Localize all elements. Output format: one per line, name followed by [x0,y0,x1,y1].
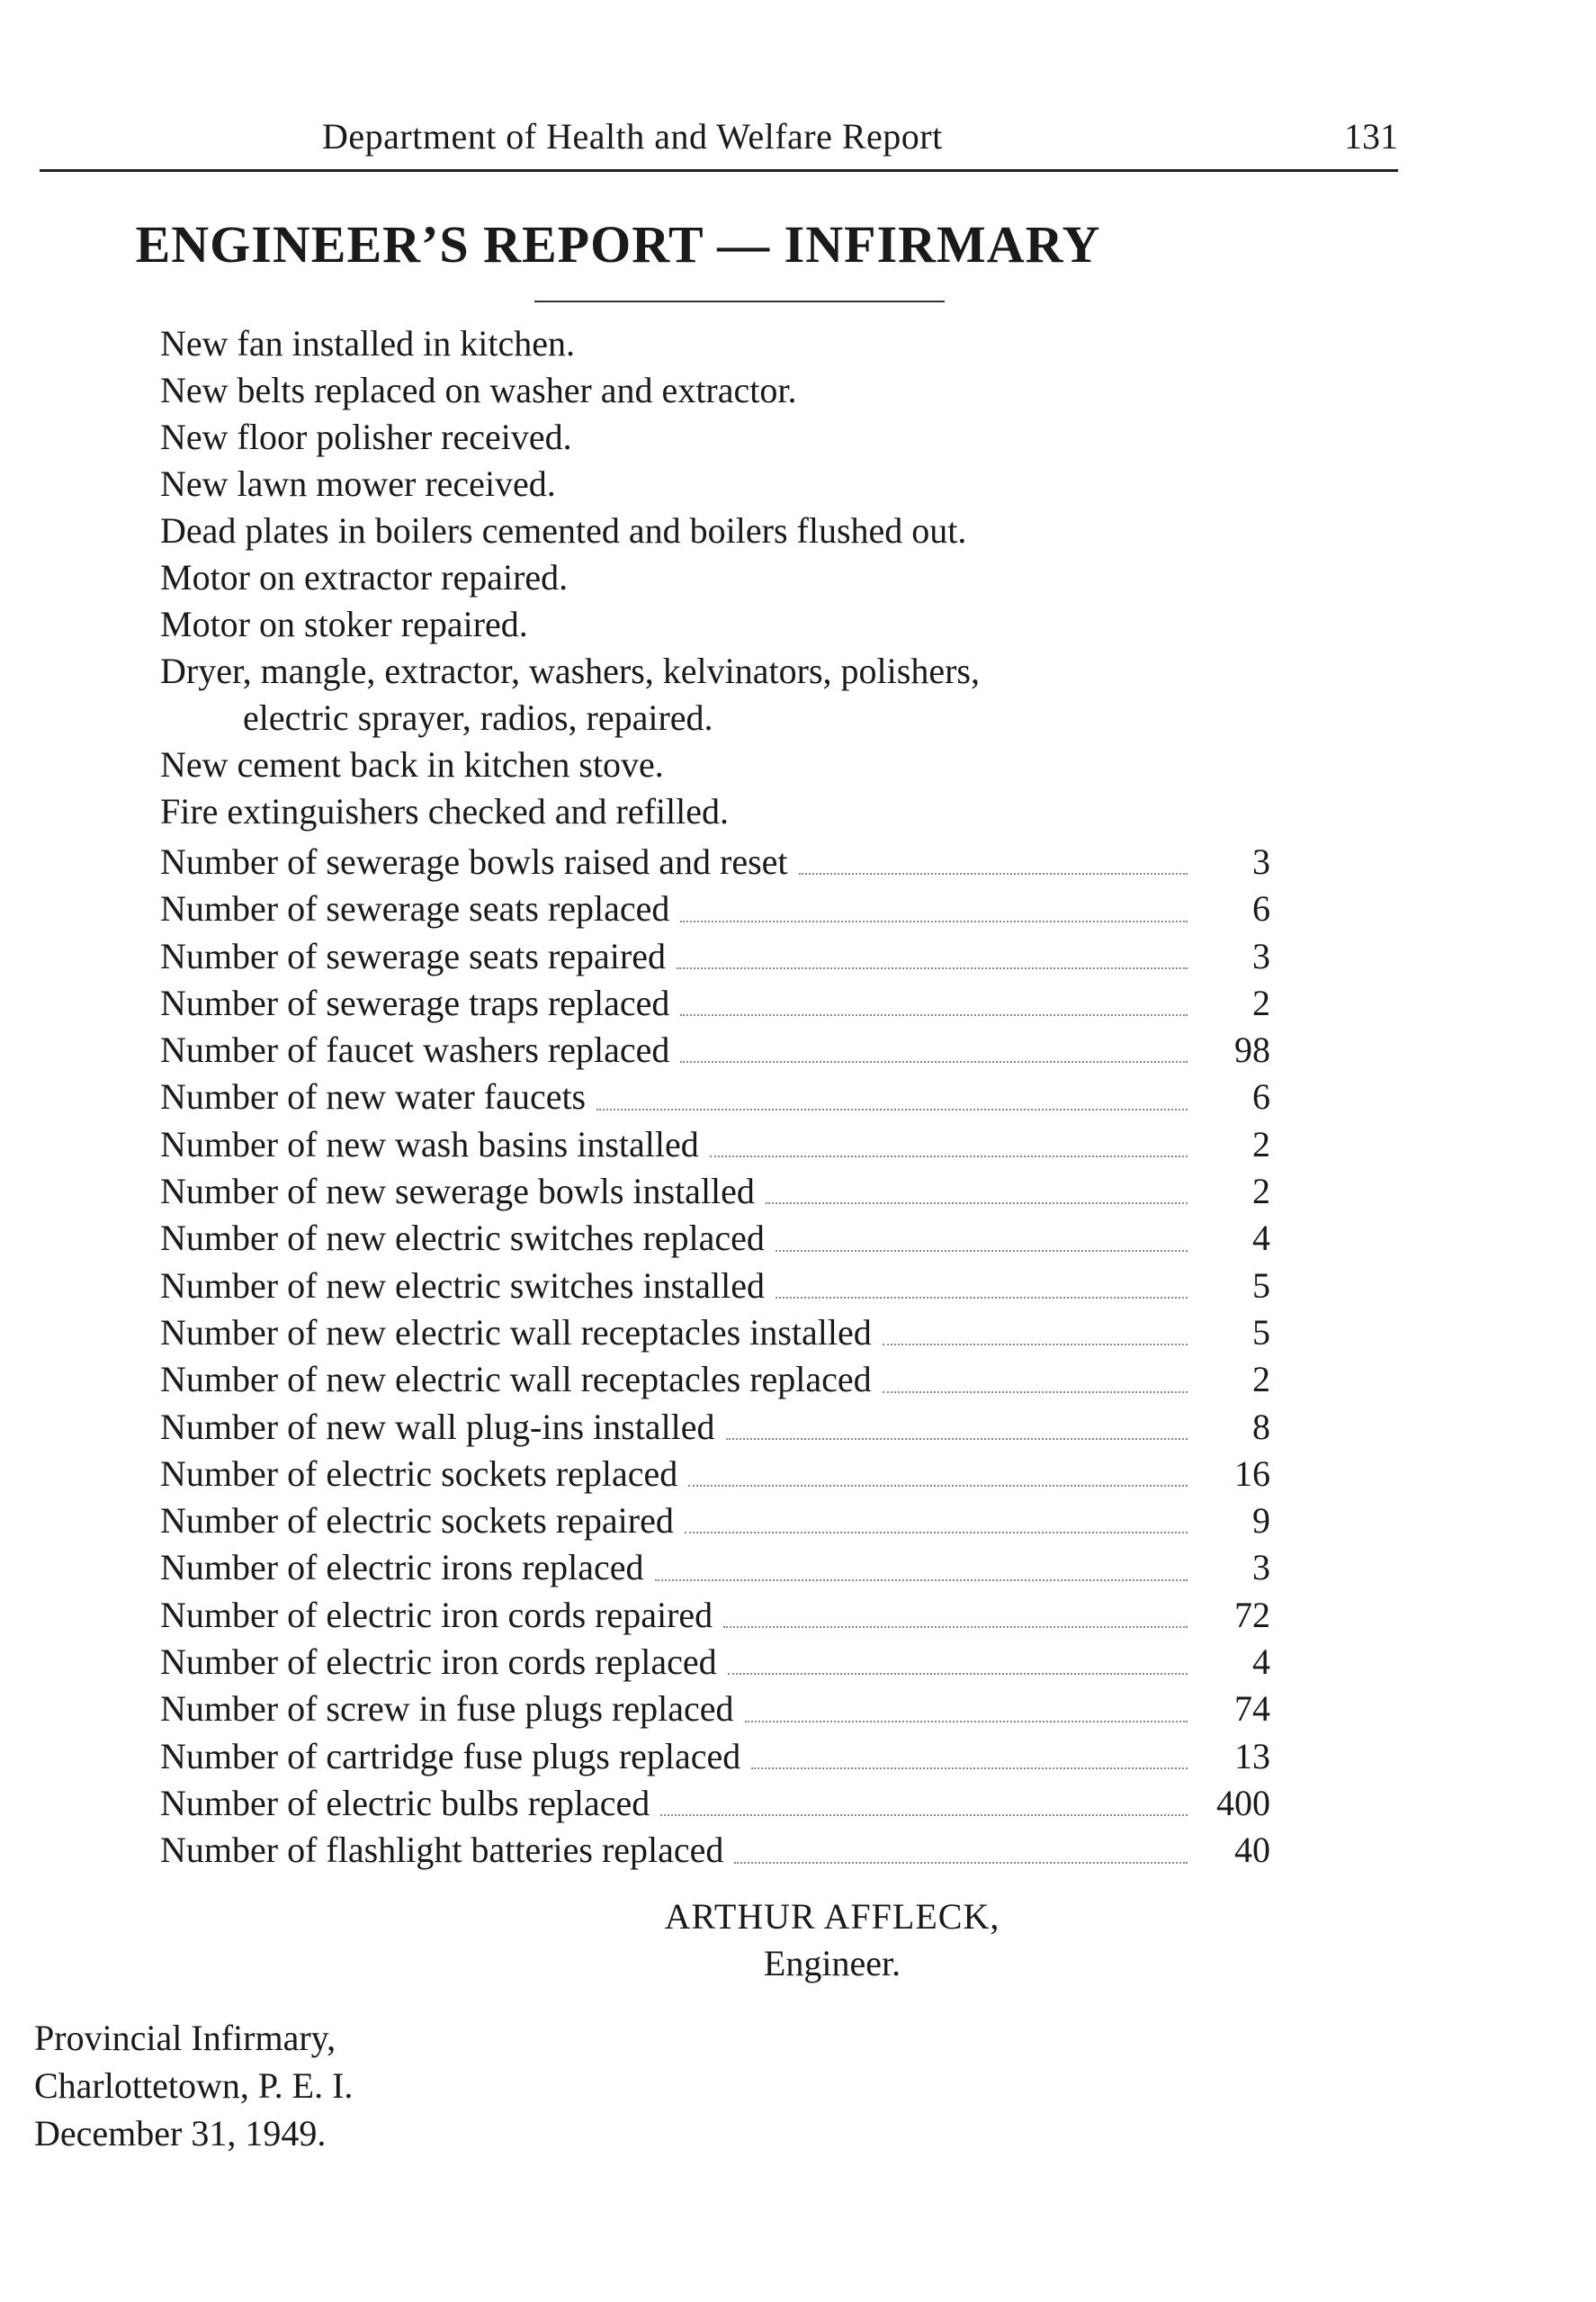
dot-leader [745,1720,1188,1722]
count-row [160,1264,1270,1311]
signature-block [621,1893,1044,1987]
dot-leader [776,1296,1188,1299]
dot-leader [655,1578,1188,1581]
count-label: Number of electric bulbs replaced [160,1782,650,1823]
count-label: Number of electric sockets replaced [160,1452,678,1494]
dot-leader [680,920,1188,922]
count-row [160,1311,1270,1358]
note-item: Motor on extractor repaired. [160,557,569,598]
count-row [160,1641,1270,1687]
count-row [160,1546,1270,1593]
count-value: 2 [1252,982,1270,1023]
count-label: Number of sewerage traps replaced [160,982,670,1023]
count-value: 2 [1252,1359,1270,1400]
count-value: 2 [1252,1171,1270,1212]
count-row [160,1406,1270,1452]
count-value: 3 [1252,1547,1270,1588]
address-block [34,2014,353,2157]
dot-leader [799,872,1188,875]
count-label: Number of new water faucets [160,1076,587,1118]
count-row [160,1594,1270,1641]
count-value: 6 [1252,1076,1270,1118]
count-label: Number of sewerage bowls raised and reset [160,841,788,882]
signatory-name: ARTHUR AFFLECK, [664,1896,1000,1937]
count-label: Number of new electric wall receptacles installed [160,1311,872,1353]
count-value: 5 [1252,1311,1270,1353]
count-row [160,1029,1270,1075]
counts-table [160,841,1270,1876]
notes-list [160,320,1285,835]
count-value: 4 [1252,1218,1270,1259]
count-row [160,841,1270,887]
count-value: 5 [1252,1264,1270,1306]
note-item: Fire extinguishers checked and refilled. [160,791,729,832]
count-label: Number of cartridge fuse plugs replaced [160,1735,741,1776]
count-value: 4 [1252,1641,1270,1683]
count-label: Number of electric iron cords repaired [160,1594,713,1635]
dot-leader [710,1155,1188,1157]
count-label: Number of sewerage seats repaired [160,935,666,976]
count-value: 3 [1252,935,1270,976]
count-row [160,1170,1270,1217]
note-item: Motor on stoker repaired. [160,604,528,644]
count-value: 6 [1252,888,1270,930]
count-label: Number of new electric switches installed [160,1264,765,1306]
count-label: Number of electric iron cords replaced [160,1641,717,1683]
note-item: New cement back in kitchen stove. [160,744,664,785]
count-label: Number of electric irons replaced [160,1547,644,1588]
count-row [160,982,1270,1029]
signatory-role: Engineer. [763,1943,901,1983]
dot-leader [680,1060,1188,1063]
count-value: 13 [1234,1735,1270,1776]
running-title: Department of Health and Welfare Report [322,116,943,157]
note-item: Dryer, mangle, extractor, washers, kelvinators, polishers, [160,651,980,691]
count-value: 9 [1252,1500,1270,1542]
note-item: Dead plates in boilers cemented and boilers flushed out. [160,510,967,551]
dot-leader [776,1249,1188,1252]
count-label: Number of flashlight batteries replaced [160,1830,724,1871]
count-value: 98 [1234,1030,1270,1071]
count-label: Number of sewerage seats replaced [160,888,670,930]
note-item: New fan installed in kitchen. [160,323,575,364]
dot-leader [677,967,1188,969]
page-header [40,115,1398,172]
report-date: December 31, 1949. [34,2113,327,2154]
title-rule [534,301,945,302]
page-title: ENGINEER’S REPORT — INFIRMARY [135,215,1101,274]
count-row [160,1452,1270,1499]
count-row [160,887,1270,934]
dot-leader [728,1672,1188,1675]
count-label: Number of new wash basins installed [160,1123,699,1164]
count-row [160,935,1270,982]
dot-leader [688,1484,1188,1487]
count-label: Number of screw in fuse plugs replaced [160,1688,734,1730]
count-row [160,1499,1270,1546]
count-value: 74 [1234,1688,1270,1730]
address-line: Charlottetown, P. E. I. [34,2065,354,2106]
count-label: Number of new wall plug-ins installed [160,1406,715,1447]
count-row [160,1735,1270,1782]
page-number: 131 [1344,116,1398,157]
count-value: 2 [1252,1123,1270,1164]
dot-leader [883,1343,1188,1345]
count-label: Number of new sewerage bowls installed [160,1171,755,1212]
dot-leader [685,1531,1188,1533]
dot-leader [751,1767,1188,1769]
count-value: 3 [1252,841,1270,882]
count-label: Number of new electric wall receptacles replaced [160,1359,872,1400]
count-value: 8 [1252,1406,1270,1447]
dot-leader [726,1437,1188,1440]
count-value: 16 [1234,1452,1270,1494]
count-row [160,1829,1270,1875]
count-value: 40 [1234,1830,1270,1871]
count-label: Number of new electric switches replaced [160,1218,765,1259]
count-row [160,1123,1270,1170]
count-label: Number of faucet washers replaced [160,1030,670,1071]
count-row [160,1782,1270,1829]
note-item: New floor polisher received. [160,417,572,457]
dot-leader [680,1013,1188,1016]
count-row [160,1358,1270,1405]
note-item-continuation: electric sprayer, radios, repaired. [243,697,713,738]
dot-leader [660,1813,1188,1816]
note-item: New lawn mower received. [160,463,556,504]
count-row [160,1075,1270,1122]
count-value: 400 [1216,1782,1270,1823]
dot-leader [883,1390,1188,1393]
dot-leader [766,1201,1188,1204]
count-value: 72 [1234,1594,1270,1635]
note-item: New belts replaced on washer and extractor. [160,370,797,410]
count-row [160,1687,1270,1734]
address-line: Provincial Infirmary, [34,2018,336,2058]
count-label: Number of electric sockets repaired [160,1500,674,1542]
dot-leader [734,1861,1188,1864]
dot-leader [723,1625,1188,1628]
count-row [160,1217,1270,1263]
dot-leader [596,1108,1188,1111]
